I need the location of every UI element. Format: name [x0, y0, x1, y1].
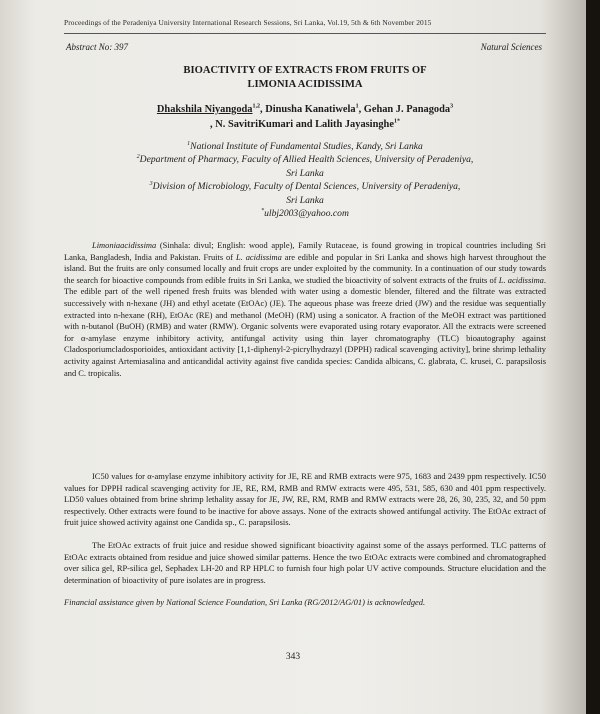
abstract-number: Abstract No: 397	[66, 42, 128, 52]
p1-text-a: (Sinhala: divul; English: wood apple), Family Rutaceae, is found growing in tropical countries including Sri Lanka, Bangladesh, India and Pakistan. Fruits of	[64, 240, 546, 262]
author-3: , Gehan J. Panagoda	[358, 104, 451, 115]
affiliations	[70, 140, 540, 220]
species-name: Limoniaacidissima	[92, 240, 157, 250]
page-edge-shadow	[586, 0, 600, 714]
author-1: Dhakshila Niyangoda	[156, 104, 253, 115]
author-2-affil: 1	[355, 103, 359, 110]
author-list	[70, 102, 540, 132]
affiliation-2-mark: 2	[136, 154, 140, 161]
author-1-affil: 1,2	[252, 103, 260, 110]
species-name-2: L. acidissima	[235, 251, 282, 262]
header-rule	[64, 33, 546, 34]
affiliation-2-text: Department of Pharmacy, Faculty of Allied Health Sciences, University of Peradeniya,	[139, 154, 474, 166]
author-2: , Dinusha Kanatiwela	[260, 104, 356, 115]
paragraph-intro-methods	[64, 240, 546, 379]
affiliation-1-mark: 1	[187, 140, 191, 147]
affiliation-3-text: Division of Microbiology, Faculty of Dental Sciences, University of Peradeniya,	[152, 181, 461, 193]
title-line-2: LIMONIA ACIDISSIMA	[247, 79, 363, 90]
paragraph-conclusion: The EtOAc extracts of fruit juice and residue showed significant bioactivity against some of the assays performed. TLC patterns of EtOAc extracts obtained from residue and juice showed similar patterns. Hence the two EtOAc extracts were combined and chromatographed over silica gel, RP-silica gel, Sephadex LH-20 and RP HPLC to furnish four high polar UV active compounds. Structure elucidation and the determination of bioactivity of pure isolates are in progress.	[64, 540, 546, 585]
affiliation-3-cont	[70, 194, 540, 207]
title-line-1: BIOACTIVITY OF EXTRACTS FROM FRUITS OF	[183, 65, 427, 76]
email-text: ulbj2003@yahoo.com	[264, 208, 349, 220]
affiliation-3-mark: 3	[149, 181, 153, 188]
proceedings-header: Proceedings of the Peradeniya University International Research Sessions, Sri Lanka, Vol.19, 5th & 6th November 2015	[64, 18, 432, 27]
p1-text-b: are edible and popular in Sri Lanka and shows high harvest throughout the island. But the fruits are only consumed locally and fruit crops are under exploited by the community. In a continuation of our study towards the search for bioactive compounds from edible fruits in Sri Lanka, we studied the bioactivity of solvent extracts of the fruits of	[64, 251, 546, 285]
author-4: , N. SavitriKumari	[210, 119, 294, 130]
affiliation-2	[70, 153, 540, 166]
p1-text-c: . The edible part of the well ripened fresh fruits was blended with water using a domestic blender, filtered and the filtrate was extracted successively with n-hexane (JH) and ethyl acetate (EtOAc) (JE). The aqueous phase was freeze dried (JW) and the residue was sequentially extracted into n-hexane (RH), EtOAc (RE) and methanol (MeOH) (RM) using a sonicator. A fraction of the MeOH extract was partitioned with n-butanol (BuOH) (RMB) and water (RMW). Organic solvents were evaporated using rotary evaporator. All the extracts were screened for α-amylase enzyme inhibitory activity, antifungal activity using thin layer chromatography (TLC) bioautography against Cladosporiumcladosporioides, antioxidant activity [1,1-diphenyl-2-picrylhydrazyl (DPPH) radical scavenging activity], brine shrimp lethality activity against Artemiasalina and anticandidal activity against five candida species: Candida albicans, C. glabrata, C. krusei, C. parapsilosis and C. tropicalis.	[64, 274, 546, 378]
acknowledgement: Financial assistance given by National Science Foundation, Sri Lanka (RG/2012/AG/01) is acknowledged.	[64, 597, 426, 607]
author-5: and Lalith Jayasinghe	[293, 119, 394, 130]
affiliation-1	[70, 140, 540, 153]
paragraph-results: IC50 values for α-amylase enzyme inhibitory activity for JE, RE and RMB extracts were 975, 1683 and 2439 ppm respectively. IC50 values for DPPH radical scavenging activity for JE, RE, RM, RMB and RMW extracts were 495, 531, 585, 630 and 401 ppm respectively. LD50 values obtained from brine shrimp lethality assay for JE, JW, RE, RM, RMB and RMW extracts were 28, 26, 30, 235, 32, and 50 ppm respectively. Other extracts were found to be inactive for above assays. None of the extracts showed antifungal activity. The EtOAc extract of fruit juice showed activity against one Candida sp., C. parapsilosis.	[64, 471, 546, 528]
affiliation-2-cont	[70, 167, 540, 180]
paper-title	[70, 64, 540, 92]
affiliation-2-country: Sri Lanka	[286, 167, 324, 179]
affiliation-1-text: National Institute of Fundamental Studies, Kandy, Sri Lanka	[190, 141, 423, 152]
section-label: Natural Sciences	[480, 42, 542, 52]
corresponding-email	[70, 207, 540, 220]
author-5-affil: 1*	[393, 118, 400, 125]
species-name-3: L. acidissima	[498, 274, 544, 285]
affiliation-3-country: Sri Lanka	[286, 194, 324, 206]
affiliation-3	[70, 180, 540, 193]
author-3-affil: 3	[450, 103, 454, 110]
page-number: 343	[285, 652, 301, 662]
email-mark: *	[261, 207, 265, 214]
